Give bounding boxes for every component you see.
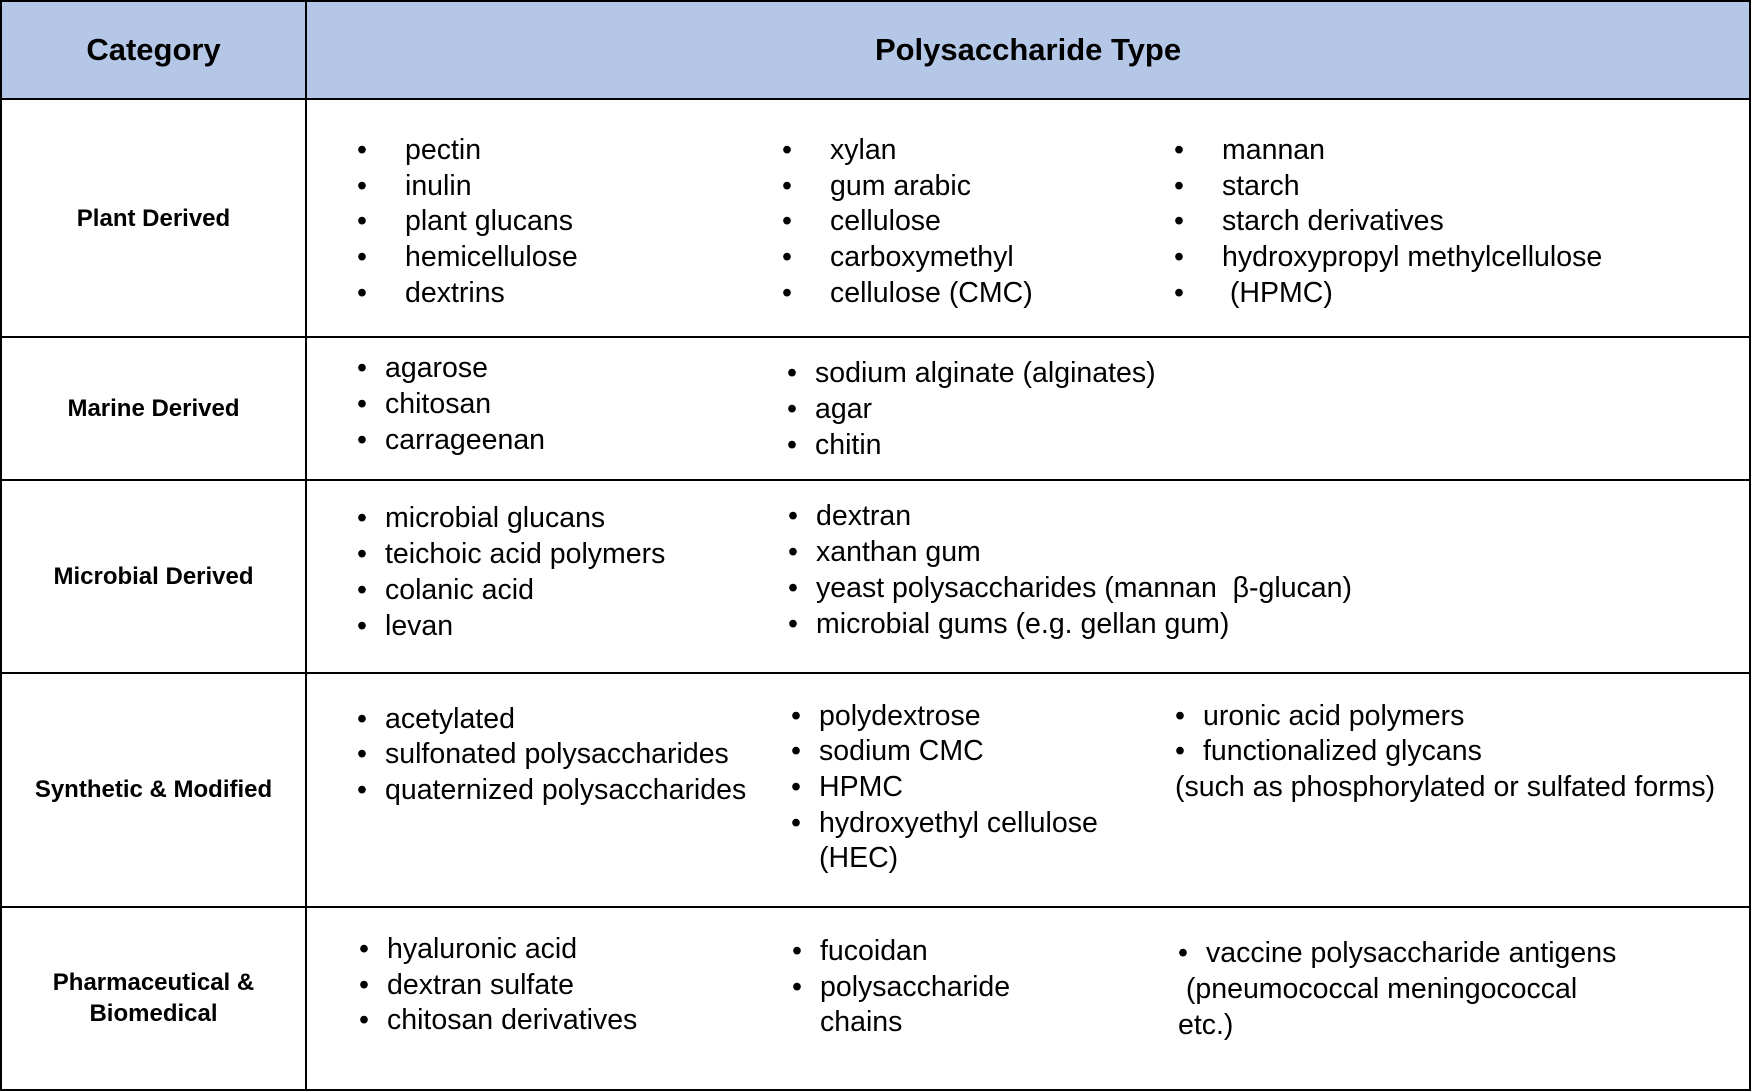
list-item: • gum arabic [782, 169, 1033, 205]
list-item: • dextran sulfate [359, 968, 637, 1004]
list-item: • polysaccharide [792, 970, 1010, 1006]
list-item: • fucoidan [792, 934, 1010, 970]
list-item: • acetylated [357, 702, 746, 738]
list-item: • HPMC [791, 770, 1098, 806]
list-item: • hydroxyethyl cellulose [791, 806, 1098, 842]
polysaccharide-type-header: Polysaccharide Type [306, 1, 1750, 99]
list-item: • pectin [357, 133, 578, 169]
list-item: • hydroxypropyl methylcellulose [1174, 240, 1602, 276]
list-item: • functionalized glycans [1175, 734, 1482, 770]
list-item: • polydextrose [791, 699, 1098, 735]
category-cell: Marine Derived [1, 337, 306, 480]
type-list [359, 932, 637, 1039]
list-item: • cellulose [782, 204, 1033, 240]
list-item: • agarose [357, 351, 545, 387]
list-item: • chitin [787, 428, 1156, 464]
list-note: (such as phosphorylated or sulfated forms) [1175, 770, 1716, 803]
list-item: • teichoic acid polymers [357, 537, 665, 573]
list-item: • chitosan [357, 387, 545, 423]
type-list [1174, 133, 1602, 312]
list-item: • microbial gums (e.g. gellan gum) [788, 607, 1352, 643]
type-list [787, 356, 1156, 463]
list-item: • uronic acid polymers [1175, 699, 1482, 735]
type-list [357, 702, 746, 809]
list-note: etc.) [1178, 1008, 1234, 1041]
list-item: • levan [357, 609, 665, 645]
list-item: • cellulose (CMC) [782, 276, 1033, 312]
category-header: Category [1, 1, 306, 99]
type-cell [306, 99, 1750, 337]
table-row [1, 337, 1750, 480]
category-cell: Plant Derived [1, 99, 306, 337]
list-item: • yeast polysaccharides (mannan β-glucan) [788, 571, 1352, 607]
category-cell: Microbial Derived [1, 480, 306, 672]
list-item: • dextran [788, 499, 1352, 535]
list-item: • xanthan gum [788, 535, 1352, 571]
list-item: • inulin [357, 169, 578, 205]
type-list [792, 934, 1010, 1041]
list-item: • agar [787, 392, 1156, 428]
type-cell [306, 673, 1750, 907]
category-cell: Synthetic & Modified [1, 673, 306, 907]
list-item: • hyaluronic acid [359, 932, 637, 968]
list-item: • microbial glucans [357, 501, 665, 537]
type-list [357, 501, 665, 644]
table-row [1, 99, 1750, 337]
list-item: • vaccine polysaccharide antigens [1178, 936, 1616, 972]
list-item: • plant glucans [357, 204, 578, 240]
list-item: • starch [1174, 169, 1602, 205]
type-list [791, 699, 1098, 878]
table-row [1, 673, 1750, 907]
table-row [1, 907, 1750, 1090]
header-row [1, 1, 1750, 99]
type-list [788, 499, 1352, 642]
list-note: (pneumococcal meningococcal [1178, 972, 1578, 1005]
type-cell [306, 480, 1750, 672]
list-item: • carrageenan [357, 423, 545, 459]
list-item: • xylan [782, 133, 1033, 169]
table-row [1, 480, 1750, 672]
list-item: • chitosan derivatives [359, 1003, 637, 1039]
list-item: chains [820, 1006, 903, 1039]
type-list [357, 133, 578, 312]
list-item: • (HPMC) [1174, 276, 1602, 312]
type-cell [306, 907, 1750, 1090]
list-item: • sulfonated polysaccharides [357, 737, 746, 773]
type-list [1178, 936, 1616, 972]
list-item: • dextrins [357, 276, 578, 312]
list-item: • hemicellulose [357, 240, 578, 276]
list-item: • mannan [1174, 133, 1602, 169]
category-cell: Pharmaceutical & Biomedical [1, 907, 306, 1090]
list-item: • quaternized polysaccharides [357, 773, 746, 809]
list-item: • sodium CMC [791, 734, 1098, 770]
list-item: • sodium alginate (alginates) [787, 356, 1156, 392]
type-cell [306, 337, 1750, 480]
type-list [1175, 699, 1482, 770]
list-item: (HEC) [819, 842, 899, 875]
list-item: • carboxymethyl [782, 240, 1033, 276]
type-list [782, 133, 1033, 312]
type-list [357, 351, 545, 458]
list-item: • starch derivatives [1174, 204, 1602, 240]
list-item: • colanic acid [357, 573, 665, 609]
